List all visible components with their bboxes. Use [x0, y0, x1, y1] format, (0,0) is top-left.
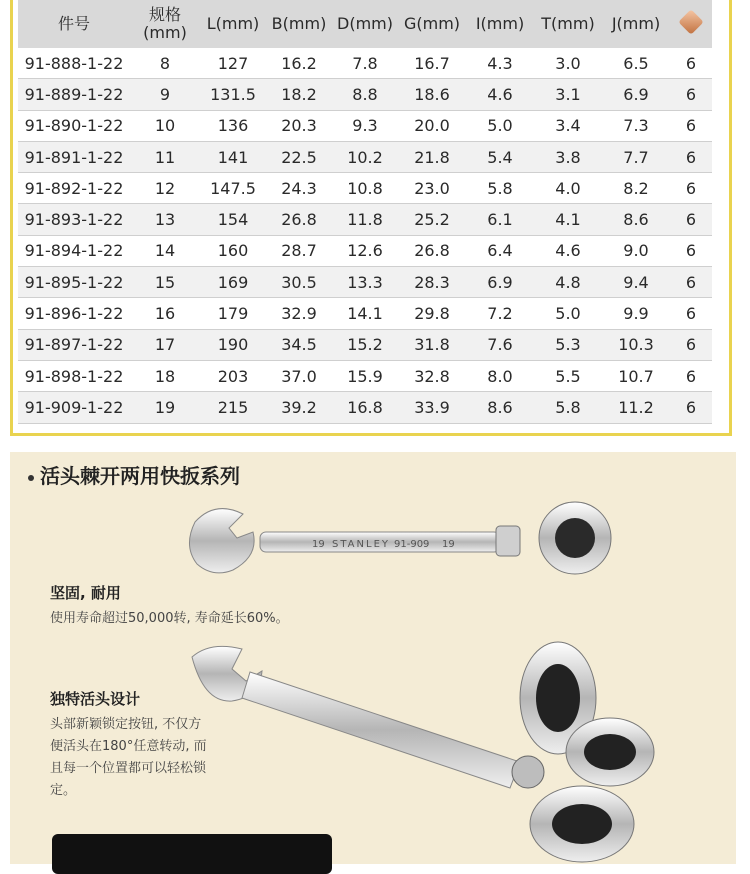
table-cell: 5.0 [466, 110, 534, 141]
col-header-part-no: 件号 [18, 0, 130, 48]
table-cell: 9 [130, 79, 200, 110]
table-cell: 6 [670, 360, 712, 391]
table-cell: 91-890-1-22 [18, 110, 130, 141]
table-cell: 91-895-1-22 [18, 267, 130, 298]
col-header-size: 规格 (mm) [130, 0, 200, 48]
table-cell: 5.4 [466, 141, 534, 172]
table-cell: 11 [130, 141, 200, 172]
table-cell: 131.5 [200, 79, 266, 110]
table-cell: 11.2 [602, 392, 670, 423]
table-cell: 5.8 [466, 173, 534, 204]
table-cell: 6 [670, 110, 712, 141]
table-cell: 8.6 [466, 392, 534, 423]
product-image-box [52, 834, 332, 874]
table-cell: 4.0 [534, 173, 602, 204]
table-cell: 6.9 [466, 267, 534, 298]
col-header-i: I(mm) [466, 0, 534, 48]
table-cell: 16 [130, 298, 200, 329]
feature2-line: 头部新颖锁定按钮, 不仅方 [50, 717, 202, 732]
table-cell: 29.8 [398, 298, 466, 329]
table-cell: 3.0 [534, 48, 602, 79]
table-cell: 20.3 [266, 110, 332, 141]
table-cell: 6 [670, 79, 712, 110]
table-cell: 14.1 [332, 298, 398, 329]
table-cell: 10.7 [602, 360, 670, 391]
table-cell: 9.9 [602, 298, 670, 329]
table-cell: 6 [670, 173, 712, 204]
table-row [18, 110, 712, 141]
table-row [18, 48, 712, 79]
copper-diamond-icon [678, 9, 703, 34]
table-cell: 91-894-1-22 [18, 235, 130, 266]
table-cell: 9.0 [602, 235, 670, 266]
table-cell: 7.2 [466, 298, 534, 329]
table-cell: 26.8 [266, 204, 332, 235]
table-cell: 215 [200, 392, 266, 423]
table-cell: 14 [130, 235, 200, 266]
table-cell: 16.8 [332, 392, 398, 423]
table-cell: 7.3 [602, 110, 670, 141]
table-cell: 7.7 [602, 141, 670, 172]
table-row [18, 204, 712, 235]
table-cell: 11.8 [332, 204, 398, 235]
table-cell: 32.9 [266, 298, 332, 329]
table-cell: 15.2 [332, 329, 398, 360]
table-cell: 10 [130, 110, 200, 141]
table-cell: 5.5 [534, 360, 602, 391]
table-row [18, 235, 712, 266]
table-cell: 154 [200, 204, 266, 235]
table-cell: 6.9 [602, 79, 670, 110]
table-cell: 160 [200, 235, 266, 266]
table-cell: 190 [200, 329, 266, 360]
table-cell: 6 [670, 48, 712, 79]
wrench-illustration-top [10, 452, 736, 864]
table-cell: 8 [130, 48, 200, 79]
col-header-b: B(mm) [266, 0, 332, 48]
feature1-title: 坚固, 耐用 [50, 584, 121, 602]
table-cell: 4.6 [534, 235, 602, 266]
table-cell: 6 [670, 329, 712, 360]
table-row [18, 360, 712, 391]
table-cell: 10.3 [602, 329, 670, 360]
table-cell: 23.0 [398, 173, 466, 204]
table-cell: 24.3 [266, 173, 332, 204]
table-cell: 15 [130, 267, 200, 298]
wrench-model: 91-909 [394, 539, 430, 550]
table-cell: 4.8 [534, 267, 602, 298]
spec-table [18, 0, 712, 424]
table-cell: 34.5 [266, 329, 332, 360]
table-row [18, 392, 712, 423]
table-cell: 5.3 [534, 329, 602, 360]
spec-table-body [18, 48, 712, 423]
table-cell: 169 [200, 267, 266, 298]
table-row [18, 298, 712, 329]
table-cell: 32.8 [398, 360, 466, 391]
table-cell: 9.4 [602, 267, 670, 298]
table-cell: 8.6 [602, 204, 670, 235]
table-cell: 25.2 [398, 204, 466, 235]
table-cell: 33.9 [398, 392, 466, 423]
table-cell: 7.6 [466, 329, 534, 360]
table-cell: 5.8 [534, 392, 602, 423]
table-cell: 6.1 [466, 204, 534, 235]
table-cell: 91-893-1-22 [18, 204, 130, 235]
table-row [18, 267, 712, 298]
section-title-text: 活头棘开两用快扳系列 [40, 464, 240, 488]
table-cell: 91-892-1-22 [18, 173, 130, 204]
table-cell: 91-888-1-22 [18, 48, 130, 79]
table-cell: 6 [670, 298, 712, 329]
table-cell: 8.2 [602, 173, 670, 204]
table-cell: 6 [670, 235, 712, 266]
feature2-line: 便活头在180°任意转动, 而 [50, 739, 207, 754]
table-row [18, 329, 712, 360]
table-cell: 22.5 [266, 141, 332, 172]
product-section [10, 452, 736, 864]
table-header-row [18, 0, 712, 48]
col-header-t: T(mm) [534, 0, 602, 48]
table-cell: 4.1 [534, 204, 602, 235]
col-header-g: G(mm) [398, 0, 466, 48]
table-cell: 91-909-1-22 [18, 392, 130, 423]
col-header-l: L(mm) [200, 0, 266, 48]
wrench-size-right: 19 [442, 539, 455, 550]
table-cell: 3.1 [534, 79, 602, 110]
table-cell: 17 [130, 329, 200, 360]
table-cell: 10.2 [332, 141, 398, 172]
table-cell: 13.3 [332, 267, 398, 298]
table-cell: 10.8 [332, 173, 398, 204]
feature2-line: 定。 [50, 783, 77, 798]
table-cell: 141 [200, 141, 266, 172]
table-cell: 127 [200, 48, 266, 79]
table-cell: 91-898-1-22 [18, 360, 130, 391]
col-header-j: J(mm) [602, 0, 670, 48]
table-cell: 28.3 [398, 267, 466, 298]
feature2-text [50, 714, 207, 802]
table-cell: 8.0 [466, 360, 534, 391]
table-cell: 26.8 [398, 235, 466, 266]
table-cell: 12.6 [332, 235, 398, 266]
table-cell: 6 [670, 392, 712, 423]
feature1-text: 使用寿命超过50,000转, 寿命延长60%。 [50, 611, 289, 626]
table-cell: 20.0 [398, 110, 466, 141]
table-cell: 16.7 [398, 48, 466, 79]
table-cell: 30.5 [266, 267, 332, 298]
table-cell: 6 [670, 204, 712, 235]
table-cell: 9.3 [332, 110, 398, 141]
table-cell: 6.5 [602, 48, 670, 79]
table-cell: 5.0 [534, 298, 602, 329]
table-cell: 12 [130, 173, 200, 204]
table-cell: 21.8 [398, 141, 466, 172]
table-cell: 28.7 [266, 235, 332, 266]
col-header-d: D(mm) [332, 0, 398, 48]
table-cell: 18.2 [266, 79, 332, 110]
table-cell: 179 [200, 298, 266, 329]
table-cell: 91-896-1-22 [18, 298, 130, 329]
table-cell: 91-897-1-22 [18, 329, 130, 360]
table-row [18, 173, 712, 204]
table-cell: 3.4 [534, 110, 602, 141]
table-cell: 91-889-1-22 [18, 79, 130, 110]
table-cell: 31.8 [398, 329, 466, 360]
feature2-line: 且每一个位置都可以轻松锁 [50, 761, 207, 776]
table-cell: 6.4 [466, 235, 534, 266]
table-cell: 6 [670, 141, 712, 172]
table-cell: 37.0 [266, 360, 332, 391]
table-cell: 16.2 [266, 48, 332, 79]
table-cell: 19 [130, 392, 200, 423]
table-cell: 4.6 [466, 79, 534, 110]
table-cell: 15.9 [332, 360, 398, 391]
wrench-size-left: 19 [312, 539, 325, 550]
table-cell: 13 [130, 204, 200, 235]
table-cell: 3.8 [534, 141, 602, 172]
table-cell: 39.2 [266, 392, 332, 423]
table-cell: 8.8 [332, 79, 398, 110]
table-cell: 18 [130, 360, 200, 391]
table-cell: 136 [200, 110, 266, 141]
wrench-brand: STANLEY [332, 539, 390, 550]
table-cell: 4.3 [466, 48, 534, 79]
table-cell: 18.6 [398, 79, 466, 110]
table-cell: 203 [200, 360, 266, 391]
table-cell: 6 [670, 267, 712, 298]
table-row [18, 79, 712, 110]
table-cell: 7.8 [332, 48, 398, 79]
table-cell: 147.5 [200, 173, 266, 204]
table-row [18, 141, 712, 172]
feature2-title: 独特活头设计 [50, 690, 141, 708]
table-cell: 91-891-1-22 [18, 141, 130, 172]
col-header-pack [670, 0, 712, 48]
